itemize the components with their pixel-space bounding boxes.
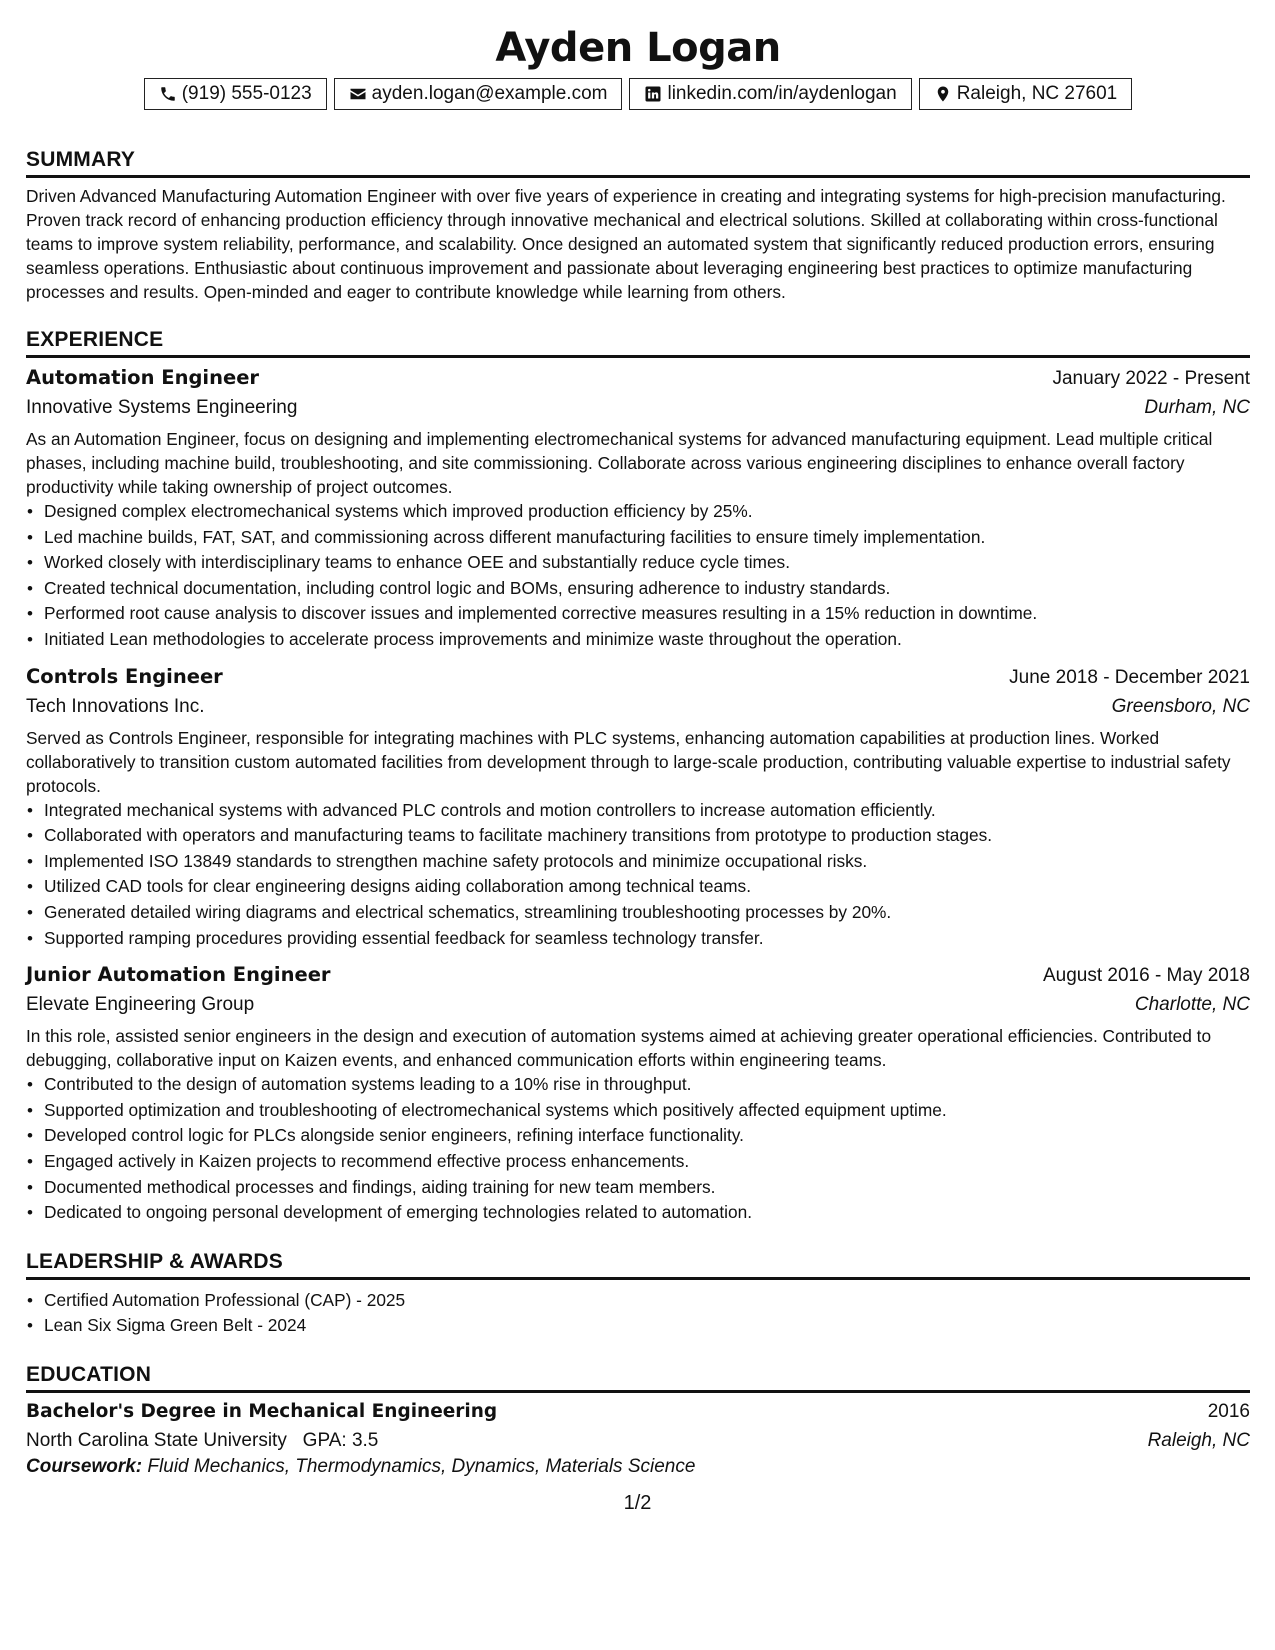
list-item: • Developed control logic for PLCs alongside senior engineers, refining interface functionality. xyxy=(44,1123,1250,1149)
contact-phone xyxy=(144,78,327,110)
resume-content xyxy=(26,22,1250,1478)
job-entry xyxy=(26,366,1250,653)
envelope-icon xyxy=(349,85,367,103)
school-name: North Carolina State University xyxy=(26,1429,287,1451)
map-pin-icon xyxy=(934,85,952,103)
list-item: • Worked closely with interdisciplinary teams to enhance OEE and substantially reduce cycle times. xyxy=(44,550,1250,576)
section-title: SUMMARY xyxy=(26,148,1250,178)
company-name: Elevate Engineering Group xyxy=(26,994,255,1016)
list-item: • Created technical documentation, including control logic and BOMs, ensuring adherence to industry standards. xyxy=(44,576,1250,602)
page-number: 1/2 xyxy=(623,1492,652,1514)
coursework-line xyxy=(26,1456,1250,1478)
company-name: Innovative Systems Engineering xyxy=(26,397,298,418)
summary-text: Driven Advanced Manufacturing Automation Engineer with over five years of experience in creating and integrating systems for high-precision manufacturing. Proven track record of enhancing production efficiency through innovative mechanical and electrical solutions. Skilled at collaborating within cross-functional teams to improve system reliability, performance, and scalability. Once designed an automated system that significantly reduced production errors, ensuring seamless operations. Enthusiastic about continuous improvement and passionate about leveraging engineering best practices to optimize manufacturing processes and results. Open-minded and eager to contribute knowledge while learning from others. xyxy=(26,186,1226,302)
school-location: Raleigh, NC xyxy=(1147,1429,1250,1451)
contact-email[interactable] xyxy=(334,78,623,110)
list-item: • Collaborated with operators and manufacturing teams to facilitate machinery transitions from prototype to production stages. xyxy=(44,823,1250,849)
list-item: • Performed root cause analysis to discover issues and implemented corrective measures resulting in a 15% reduction in downtime. xyxy=(44,601,1250,627)
job-dates: June 2018 - December 2021 xyxy=(1009,666,1250,688)
section-title: EXPERIENCE xyxy=(26,328,1250,358)
summary-section xyxy=(26,148,1250,304)
contact-linkedin[interactable] xyxy=(629,78,911,110)
company-name: Tech Innovations Inc. xyxy=(26,695,205,717)
list-item: • Initiated Lean methodologies to accelerate process improvements and minimize waste throughout the operation. xyxy=(44,627,1250,653)
experience-section xyxy=(26,328,1250,1226)
job-location: Charlotte, NC xyxy=(1134,994,1250,1016)
job-entry xyxy=(26,963,1250,1226)
job-description: Served as Controls Engineer, responsible for integrating machines with PLC systems, enhancing automation capabilities at production lines. Worked collaboratively to transition custom automated facilities from development through to large-scale production, contributing valuable expertise to industrial safety protocols. xyxy=(26,727,1231,796)
phone-icon xyxy=(159,85,177,103)
linkedin-text: linkedin.com/in/aydenlogan xyxy=(667,83,897,104)
coursework-list: Fluid Mechanics, Thermodynamics, Dynamics, Materials Science xyxy=(147,1455,696,1477)
section-title: LEADERSHIP & AWARDS xyxy=(26,1250,1250,1280)
job-bullets xyxy=(26,499,1250,653)
coursework-label: Coursework: xyxy=(26,1455,143,1477)
job-dates: January 2022 - Present xyxy=(1052,368,1250,389)
education-section xyxy=(26,1363,1250,1478)
candidate-name: Ayden Logan xyxy=(495,25,781,71)
linkedin-icon xyxy=(644,85,662,103)
job-description: In this role, assisted senior engineers in the design and execution of automation systems aimed at achieving greater operational efficiencies. Contributed to debugging, collaborative input on Kaizen events, and enhanced communication efforts within engineering teams. xyxy=(26,1026,1212,1071)
job-entry xyxy=(26,665,1250,952)
job-title: Junior Automation Engineer xyxy=(26,963,331,987)
list-item: • Implemented ISO 13849 standards to strengthen machine safety protocols and minimize occupational risks. xyxy=(44,849,1250,875)
degree-title: Bachelor's Degree in Mechanical Engineering xyxy=(26,1400,498,1422)
job-location: Durham, NC xyxy=(1144,397,1250,418)
list-item: • Supported ramping procedures providing essential feedback for seamless technology transfer. xyxy=(44,926,1250,952)
list-item: • Certified Automation Professional (CAP) - 2025 xyxy=(44,1288,1250,1314)
section-title: EDUCATION xyxy=(26,1363,1250,1393)
job-dates: August 2016 - May 2018 xyxy=(1042,965,1250,987)
job-bullets xyxy=(26,798,1250,952)
graduation-year: 2016 xyxy=(1207,1400,1250,1422)
job-bullets xyxy=(26,1072,1250,1226)
awards-list xyxy=(26,1288,1250,1339)
list-item: • Engaged actively in Kaizen projects to recommend effective process enhancements. xyxy=(44,1149,1250,1175)
leadership-section xyxy=(26,1250,1250,1339)
gpa: GPA: 3.5 xyxy=(302,1429,379,1451)
list-item: • Led machine builds, FAT, SAT, and commissioning across different manufacturing facilities to ensure timely implementation. xyxy=(44,525,1250,551)
location-text: Raleigh, NC 27601 xyxy=(956,83,1118,104)
list-item: • Contributed to the design of automation systems leading to a 10% rise in throughput. xyxy=(44,1072,1250,1098)
email-text: ayden.logan@example.com xyxy=(371,83,608,104)
list-item: • Utilized CAD tools for clear engineering designs aiding collaboration among technical teams. xyxy=(44,874,1250,900)
list-item: • Supported optimization and troubleshooting of electromechanical systems which positively affected equipment uptime. xyxy=(44,1098,1250,1124)
list-item: • Generated detailed wiring diagrams and electrical schematics, streamlining troubleshooting processes by 20%. xyxy=(44,900,1250,926)
list-item: • Designed complex electromechanical systems which improved production efficiency by 25%. xyxy=(44,499,1250,525)
list-item: • Documented methodical processes and findings, aiding training for new team members. xyxy=(44,1175,1250,1201)
job-description: As an Automation Engineer, focus on designing and implementing electromechanical systems for advanced manufacturing equipment. Lead multiple critical phases, including machine build, troubleshooting, and site commissioning. Collaborate across various engineering disciplines to enhance overall factory productivity while taking ownership of project outcomes. xyxy=(26,429,1213,497)
list-item: • Dedicated to ongoing personal development of emerging technologies related to automation. xyxy=(44,1200,1250,1226)
list-item: • Integrated mechanical systems with advanced PLC controls and motion controllers to increase automation efficiently. xyxy=(44,798,1250,824)
school-line xyxy=(26,1430,378,1452)
job-location: Greensboro, NC xyxy=(1111,695,1250,717)
phone-text: (919) 555-0123 xyxy=(181,83,312,104)
list-item: • Lean Six Sigma Green Belt - 2024 xyxy=(44,1313,1250,1339)
contact-bar xyxy=(26,78,1250,110)
job-title: Controls Engineer xyxy=(26,664,223,688)
contact-location xyxy=(919,78,1133,110)
job-title: Automation Engineer xyxy=(26,366,260,389)
